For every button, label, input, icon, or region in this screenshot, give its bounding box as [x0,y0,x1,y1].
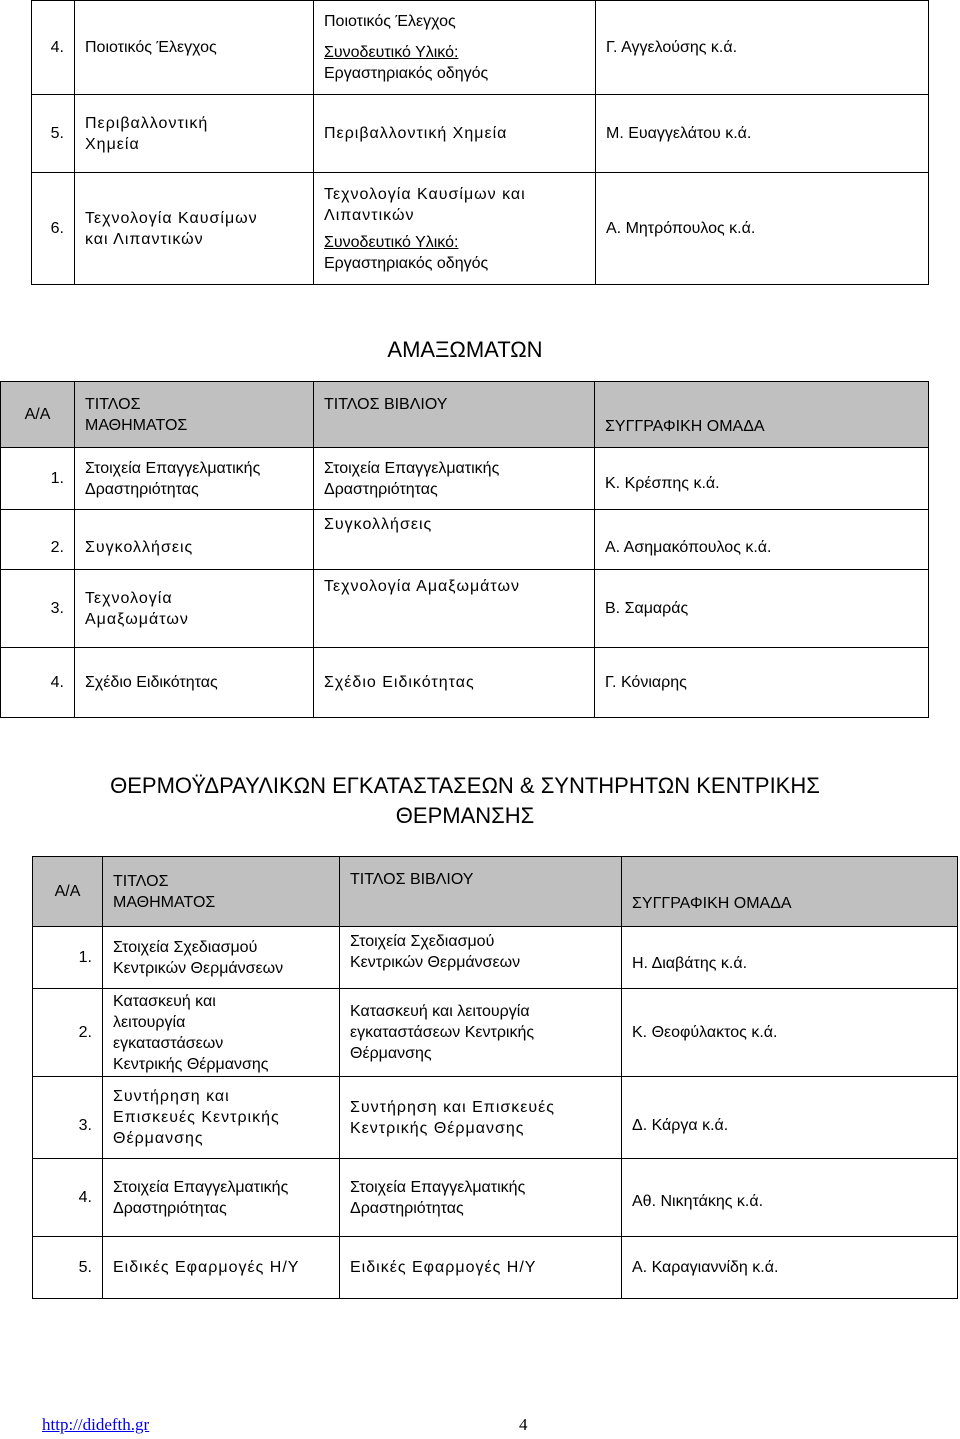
row-number: 4. [32,1,75,95]
table-continued [31,0,929,285]
table-row [33,1159,958,1237]
row-number: 2. [33,989,103,1077]
book-title: Τεχνολογία Αμαξωμάτων [314,570,595,648]
book-title: Περιβαλλοντική Χημεία [314,95,596,173]
authors: Η. Διαβάτης κ.ά. [622,927,958,989]
table-row [32,95,929,173]
course-title: Περιβαλλοντική Χημεία [75,95,314,173]
course-title: Συντήρηση και Επισκευές Κεντρικής Θέρμανσης [103,1077,340,1159]
authors: Α. Καραγιαννίδη κ.ά. [622,1237,958,1299]
authors: Γ. Κόνιαρης [595,648,929,718]
book-title: Σχέδιο Ειδικότητας [314,648,595,718]
table-header-row [33,857,958,927]
table-thermoydraulikon [32,856,958,1299]
table-row [32,1,929,95]
authors: Δ. Κάργα κ.ά. [622,1077,958,1159]
authors: Αθ. Νικητάκης κ.ά. [622,1159,958,1237]
header-num: Α/Α [33,857,103,927]
book-title: Συντήρηση και Επισκευές Κεντρικής Θέρμανσης [340,1077,622,1159]
row-number: 4. [33,1159,103,1237]
header-num: Α/Α [1,382,75,448]
row-number: 5. [32,95,75,173]
authors: Μ. Ευαγγελάτου κ.ά. [596,95,929,173]
table-amaxomaton [0,381,929,718]
row-number: 3. [33,1077,103,1159]
header-authors: ΣΥΓΓΡΑΦΙΚΗ ΟΜΑΔΑ [622,857,958,927]
row-number: 5. [33,1237,103,1299]
book-title: Στοιχεία Επαγγελματικής Δραστηριότητας [314,448,595,510]
header-book: ΤΙΤΛΟΣ ΒΙΒΛΙΟΥ [314,382,595,448]
course-title: Ειδικές Εφαρμογές Η/Υ [103,1237,340,1299]
table-row [33,989,958,1077]
book-title: Κατασκευή και λειτουργία εγκαταστάσεων Κεντρικής Θέρμανσης [340,989,622,1077]
row-number: 4. [1,648,75,718]
table-row [1,648,929,718]
row-number: 6. [32,173,75,285]
course-title: Τεχνολογία Αμαξωμάτων [75,570,314,648]
table-row [33,1077,958,1159]
table-row [33,1237,958,1299]
header-course: ΤΙΤΛΟΣ ΜΑΘΗΜΑΤΟΣ [75,382,314,448]
authors: Γ. Αγγελούσης κ.ά. [596,1,929,95]
course-title: Στοιχεία Σχεδιασμού Κεντρικών Θερμάνσεων [103,927,340,989]
table-row [1,448,929,510]
page-number: 4 [519,1415,528,1434]
authors: Α. Μητρόπουλος κ.ά. [596,173,929,285]
table-row [1,570,929,648]
book-title: Στοιχεία Σχεδιασμού Κεντρικών Θερμάνσεων [340,927,622,989]
authors: Κ. Θεοφύλακτος κ.ά. [622,989,958,1077]
row-number: 1. [33,927,103,989]
section-title-amaxomaton: ΑΜΑΞΩΜΑΤΩΝ [387,337,543,362]
row-number: 3. [1,570,75,648]
course-title: Στοιχεία Επαγγελματικής Δραστηριότητας [75,448,314,510]
footer-link[interactable]: http://didefth.gr [42,1415,150,1434]
table-header-row [1,382,929,448]
header-book: ΤΙΤΛΟΣ ΒΙΒΛΙΟΥ [340,857,622,927]
authors: Κ. Κρέσπης κ.ά. [595,448,929,510]
row-number: 2. [1,510,75,570]
book-title: Στοιχεία Επαγγελματικής Δραστηριότητας [340,1159,622,1237]
table-row [32,173,929,285]
book-title: Ποιοτικός Έλεγχος Συνοδευτικό Υλικό: Εργαστηριακός οδηγός [314,1,596,95]
course-title: Κατασκευή και λειτουργία εγκαταστάσεων Κεντρικής Θέρμανσης [103,989,340,1077]
header-course: ΤΙΤΛΟΣ ΜΑΘΗΜΑΤΟΣ [103,857,340,927]
course-title: Ποιοτικός Έλεγχος [75,1,314,95]
course-title: Συγκολλήσεις [75,510,314,570]
table-row [1,510,929,570]
course-title: Τεχνολογία Καυσίμων και Λιπαντικών [75,173,314,285]
header-authors: ΣΥΓΓΡΑΦΙΚΗ ΟΜΑΔΑ [595,382,929,448]
table-row [33,927,958,989]
authors: Β. Σαμαράς [595,570,929,648]
authors: Α. Ασημακόπουλος κ.ά. [595,510,929,570]
course-title: Σχέδιο Ειδικότητας [75,648,314,718]
book-title: Ειδικές Εφαρμογές Η/Υ [340,1237,622,1299]
book-title: Συγκολλήσεις [314,510,595,570]
book-title: Τεχνολογία Καυσίμων και Λιπαντικών Συνοδευτικό Υλικό: Εργαστηριακός οδηγός [314,173,596,285]
section-title-thermoydraulikon: ΘΕΡΜΟΫΔΡΑΥΛΙΚΩΝ ΕΓΚΑΤΑΣΤΑΣΕΩΝ & ΣΥΝΤΗΡΗΤΩΝ ΚΕΝΤΡΙΚΗΣ ΘΕΡΜΑΝΣΗΣ [110,773,820,828]
course-title: Στοιχεία Επαγγελματικής Δραστηριότητας [103,1159,340,1237]
row-number: 1. [1,448,75,510]
